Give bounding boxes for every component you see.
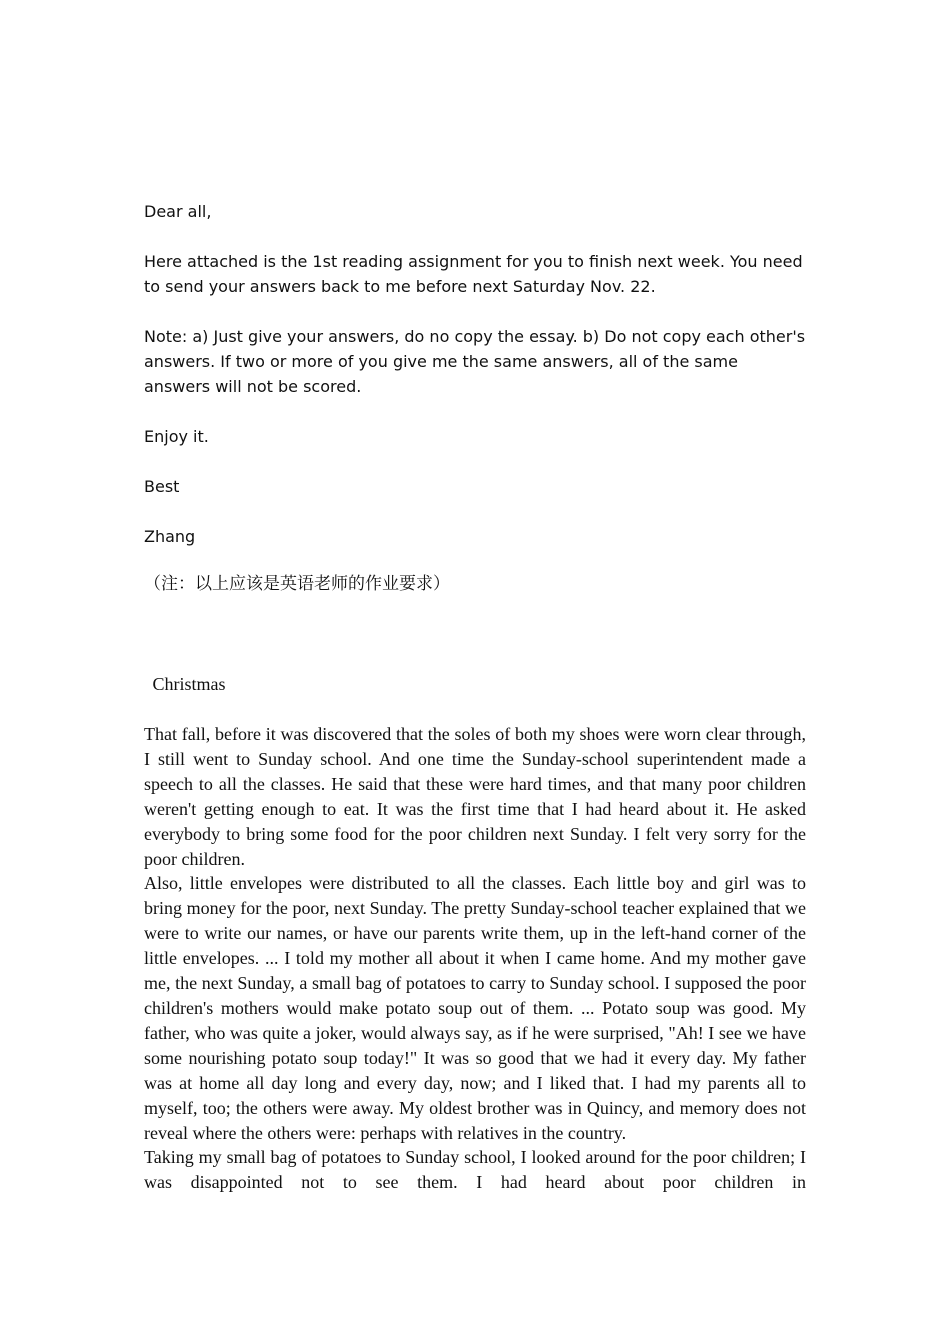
essay-paragraph: Taking my small bag of potatoes to Sunday school, I looked around for the poor children; I was disappointed not to see them. I had heard about poor children in	[144, 1147, 806, 1193]
letter-greeting: Dear all,	[144, 202, 212, 221]
essay-title: Christmas	[148, 674, 226, 694]
chinese-annotation: （注：以上应该是英语老师的作业要求）	[144, 574, 450, 594]
letter-note: Note: a) Just give your answers, do no copy the essay. b) Do not copy each other's answers. If two or more of you give me the same answers, all of the same answers will not be scored.	[144, 327, 806, 396]
essay-paragraph: Also, little envelopes were distributed to all the classes. Each little boy and girl was to bring money for the poor, next Sunday. The pretty Sunday-school teacher explained that we were to write our names, or have our parents write them, up in the left-hand corner of the little envelopes. ... I told my mother all about it when I came home. And my mother gave me, the next Sunday, a small bag of potatoes to carry to Sunday school. I supposed the poor children's mothers would make potato soup out of them. ... Potato soup was good. My father, who was quite a joker, would always say, as if he were surprised, "Ah! I see we have some nourishing potato soup today!" It was so good that we had it every day. My father was at home all day long and every day, now; and I liked that. I had my parents all to myself, too; the others were away. My oldest brother was in Quincy, and memory does not reveal where the others were: perhaps with relatives in the country.	[144, 873, 806, 1143]
letter-closing-line: Enjoy it.	[144, 427, 209, 446]
letter-signature: Zhang	[144, 527, 196, 546]
letter-body: Here attached is the 1st reading assignment for you to finish next week. You need to send your answers back to me before next Saturday Nov. 22.	[144, 252, 803, 296]
letter-sign-off: Best	[144, 477, 180, 496]
teacher-letter	[144, 199, 806, 574]
essay-body	[144, 722, 806, 1195]
essay-paragraph: That fall, before it was discovered that the soles of both my shoes were worn clear through, I still went to Sunday school. And one time the Sunday-school superintendent made a speech to all the classes. He said that these were hard times, and that many poor children weren't getting enough to eat. It was the first time that I had heard about it. He asked everybody to bring some food for the poor children next Sunday. I felt very sorry for the poor children.	[144, 724, 806, 869]
